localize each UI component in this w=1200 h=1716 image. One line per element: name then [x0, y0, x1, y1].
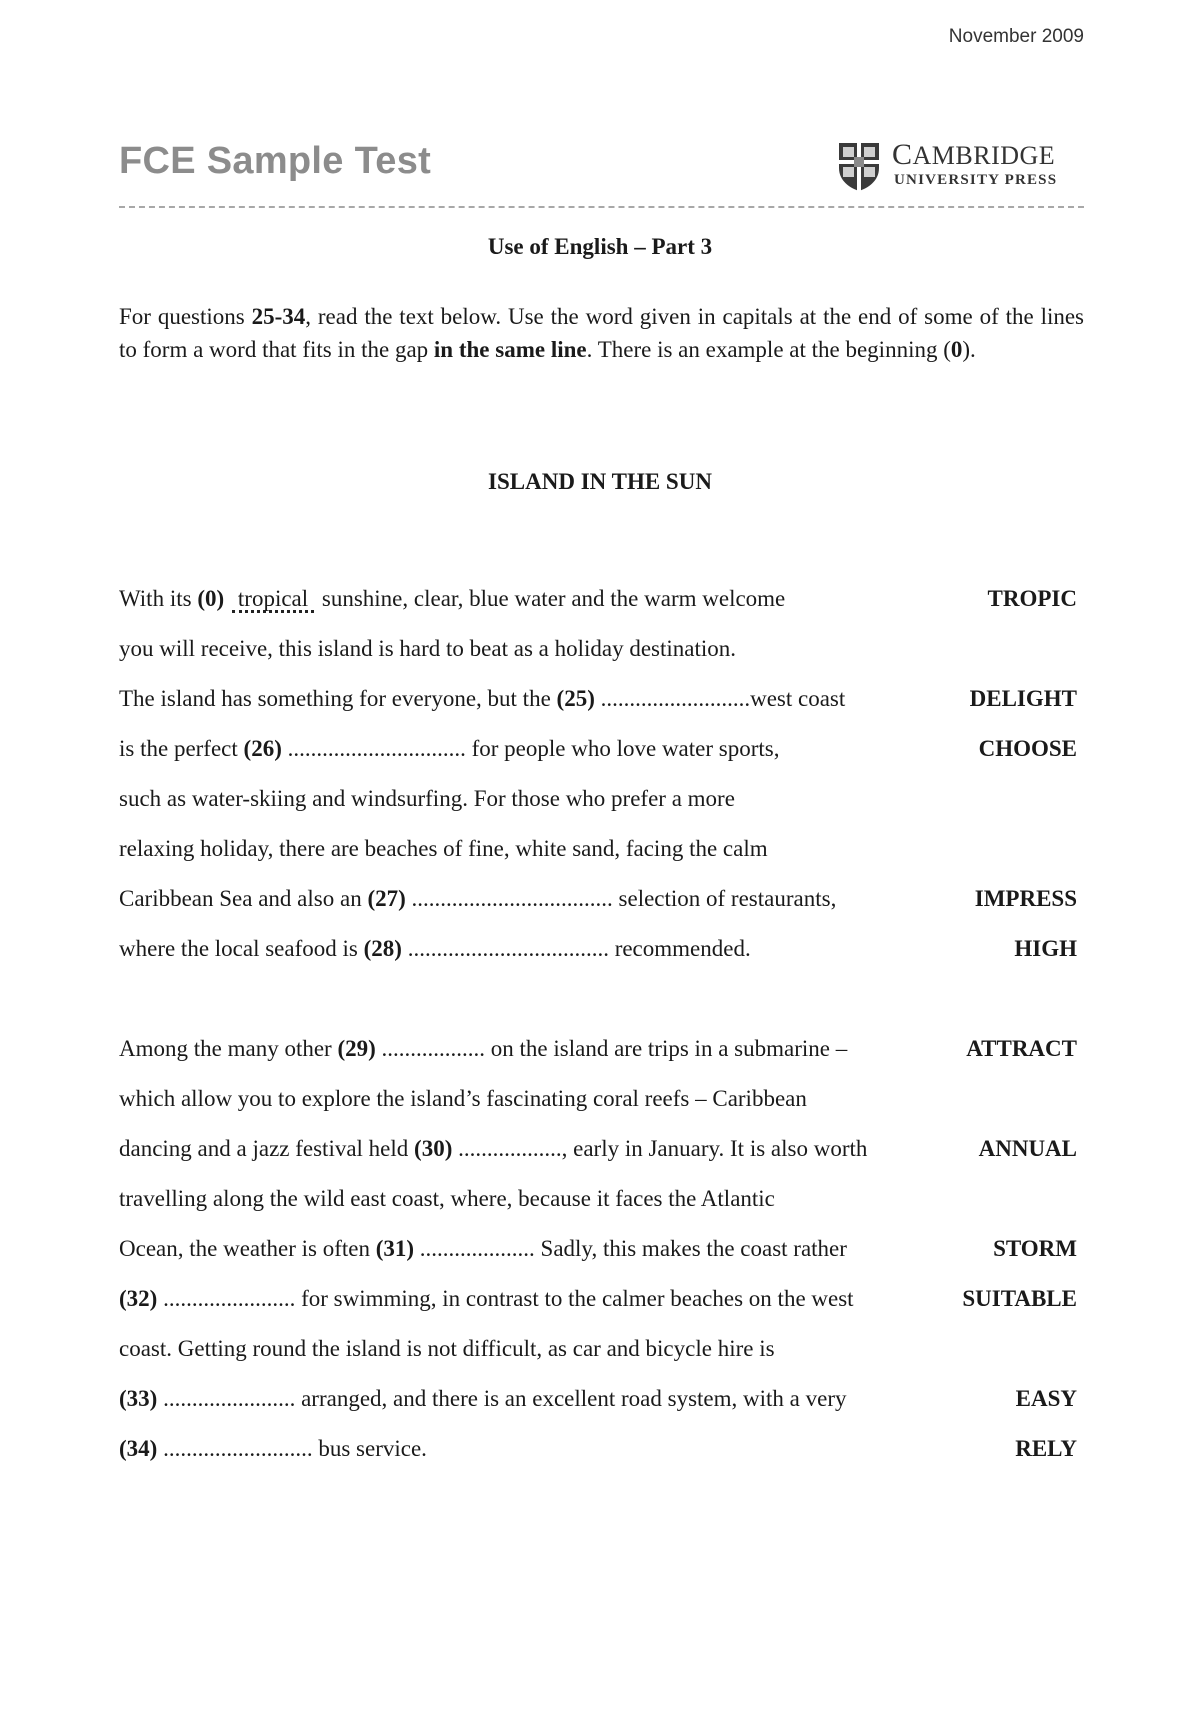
passage-line	[119, 734, 1077, 764]
line-text: travelling along the wild east coast, where, because it faces the Atlantic	[119, 1186, 775, 1211]
line-text: With its (0) tropical sunshine, clear, blue water and the warm welcome	[119, 586, 786, 611]
line-text: (34) .......................... bus service.	[119, 1436, 427, 1461]
question-number: (28)	[363, 936, 402, 961]
instructions: For questions 25-34, read the text below. Use the word given in capitals at the end of some of the lines to form a word that fits in the gap in the same line. There is an example at the beginning (0).	[119, 304, 1085, 362]
passage-line	[119, 1184, 1077, 1214]
passage-line	[119, 834, 1077, 864]
keyword: HIGH	[1014, 936, 1077, 961]
keyword: RELY	[1015, 1436, 1077, 1461]
line-text: relaxing holiday, there are beaches of fine, white sand, facing the calm	[119, 836, 768, 861]
line-text: The island has something for everyone, but the (25) ..........................west coast	[119, 686, 846, 711]
passage-line	[119, 1284, 1077, 1314]
keyword: TROPIC	[987, 586, 1077, 611]
passage-line	[119, 884, 1077, 914]
text-title: ISLAND IN THE SUN	[488, 469, 712, 494]
line-text: dancing and a jazz festival held (30) .................., early in January. It is also worth	[119, 1136, 868, 1161]
line-text: is the perfect (26) ............................... for people who love water sports,	[119, 736, 780, 761]
question-number: (30)	[414, 1136, 453, 1161]
line-text: Among the many other (29) .................. on the island are trips in a submarine –	[119, 1036, 848, 1061]
publisher-subtitle: UNIVERSITY PRESS	[894, 172, 1058, 188]
document-header	[119, 136, 1084, 208]
passage-line	[119, 1034, 1077, 1064]
keyword: EASY	[1015, 1386, 1077, 1411]
line-text: (33) ....................... arranged, and there is an excellent road system, with a very	[119, 1386, 847, 1411]
keyword: IMPRESS	[974, 886, 1077, 911]
passage-line	[119, 634, 1077, 664]
passage-line	[119, 1434, 1077, 1464]
crest-icon	[838, 142, 880, 192]
passage-line	[119, 684, 1077, 714]
example-answer: tropical	[232, 588, 314, 613]
question-number: (32)	[119, 1286, 158, 1311]
question-number: (26)	[243, 736, 282, 761]
line-text: coast. Getting round the island is not difficult, as car and bicycle hire is	[119, 1336, 775, 1361]
passage-line	[119, 784, 1077, 814]
passage-line	[119, 1384, 1077, 1414]
question-number: (27)	[367, 886, 406, 911]
passage-line	[119, 1084, 1077, 1114]
part-title: Use of English – Part 3	[487, 234, 713, 259]
passage-line	[119, 1134, 1077, 1164]
question-number: (29)	[337, 1036, 376, 1061]
line-text: (32) ....................... for swimming, in contrast to the calmer beaches on the west	[119, 1286, 854, 1311]
publisher-name: CAMBRIDGE	[892, 138, 1056, 171]
question-number: (31)	[375, 1236, 415, 1261]
keyword: ANNUAL	[978, 1136, 1077, 1161]
passage-line	[119, 584, 1077, 614]
question-number: (0)	[197, 586, 225, 611]
document-date: November 2009	[948, 26, 1084, 47]
line-text: which allow you to explore the island’s fascinating coral reefs – Caribbean	[119, 1086, 807, 1111]
question-number: (33)	[119, 1386, 158, 1411]
passage-line	[119, 1234, 1077, 1264]
line-text: such as water-skiing and windsurfing. For those who prefer a more	[119, 786, 735, 811]
keyword: ATTRACT	[966, 1036, 1077, 1061]
keyword: STORM	[993, 1236, 1077, 1261]
line-text: where the local seafood is (28) ................................... recommended.	[119, 936, 751, 961]
line-text: you will receive, this island is hard to beat as a holiday destination.	[119, 636, 737, 661]
line-text: Ocean, the weather is often (31) .................... Sadly, this makes the coast rather	[119, 1236, 847, 1261]
keyword: DELIGHT	[969, 686, 1077, 711]
question-number: (34)	[119, 1436, 158, 1461]
publisher-name-rest: AMBRIDGE	[912, 141, 1056, 170]
test-title: FCE Sample Test	[119, 140, 432, 182]
passage-line	[119, 934, 1077, 964]
question-number: (25)	[556, 686, 595, 711]
keyword: CHOOSE	[978, 736, 1077, 761]
line-text: Caribbean Sea and also an (27) ................................... selection of restaurants,	[119, 886, 837, 911]
publisher-logo	[838, 138, 1082, 192]
passage-line	[119, 1334, 1077, 1364]
keyword: SUITABLE	[962, 1286, 1077, 1311]
